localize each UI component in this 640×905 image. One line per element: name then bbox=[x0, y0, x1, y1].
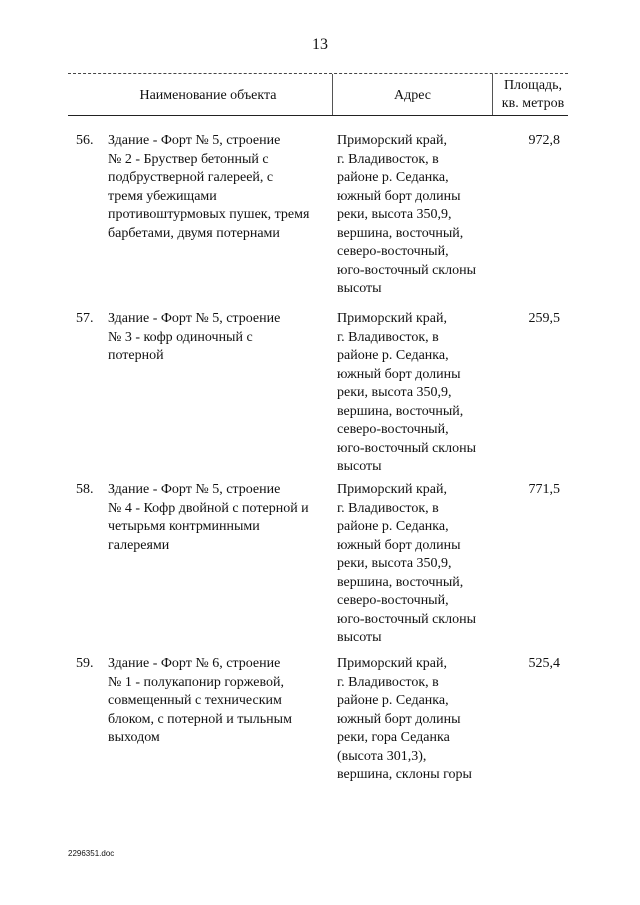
header-address: Адрес bbox=[393, 88, 431, 103]
object-address-line: южный борт долины bbox=[337, 711, 461, 727]
object-address-line: северо-восточный, bbox=[337, 593, 449, 608]
object-address-line: Приморский край, bbox=[337, 656, 447, 671]
object-name-line: № 3 - кофр одиночный с bbox=[108, 329, 253, 345]
row-number: 59. bbox=[76, 656, 94, 671]
object-address-line: северо-восточный, bbox=[337, 422, 449, 437]
object-address-line: Приморский край, bbox=[337, 482, 447, 497]
object-name-line: Здание - Форт № 6, строение bbox=[108, 656, 281, 671]
object-name-line: блоком, с потерной и тыльным bbox=[108, 711, 292, 727]
object-address-line: г. Владивосток, в bbox=[337, 151, 439, 167]
object-address-line: южный борт долины bbox=[337, 537, 461, 553]
object-address-line: г. Владивосток, в bbox=[337, 500, 439, 516]
object-address bbox=[337, 310, 492, 477]
object-area: 259,5 bbox=[528, 311, 560, 326]
object-address-line: Приморский край, bbox=[337, 311, 447, 326]
row-number: 58. bbox=[76, 482, 94, 497]
object-name bbox=[108, 310, 328, 366]
object-address-line: районе р. Седанка, bbox=[337, 348, 449, 363]
object-name bbox=[108, 655, 328, 748]
object-address-line: вершина, восточный, bbox=[337, 574, 464, 590]
object-address bbox=[337, 132, 492, 299]
object-address-line: реки, высота 350,9, bbox=[337, 385, 452, 400]
object-address-line: вершина, склоны горы bbox=[337, 767, 472, 782]
object-area: 972,8 bbox=[528, 133, 560, 148]
object-name-line: тремя убежищами bbox=[108, 188, 217, 204]
object-address-line: районе р. Седанка, bbox=[337, 519, 449, 534]
object-name-line: № 2 - Бруствер бетонный с bbox=[108, 151, 269, 167]
object-address-line: высоты bbox=[337, 281, 382, 296]
object-address-line: юго-восточный склоны bbox=[337, 440, 476, 456]
object-name-line: барбетами, двумя потернами bbox=[108, 225, 280, 241]
object-address-line: южный борт долины bbox=[337, 366, 461, 382]
object-name-line: четырьмя контрминными bbox=[108, 519, 260, 534]
object-address bbox=[337, 655, 492, 785]
object-name-line: № 4 - Кофр двойной с потерной и bbox=[108, 500, 309, 516]
object-name-line: Здание - Форт № 5, строение bbox=[108, 311, 281, 326]
object-address-line: южный борт долины bbox=[337, 188, 461, 204]
object-name-line: Здание - Форт № 5, строение bbox=[108, 482, 281, 497]
object-name-line: № 1 - полукапонир горжевой, bbox=[108, 674, 285, 690]
object-address-line: вершина, восточный, bbox=[337, 403, 464, 419]
object-address-line: юго-восточный склоны bbox=[337, 611, 476, 627]
object-name-line: Здание - Форт № 5, строение bbox=[108, 133, 281, 148]
object-address-line: реки, гора Седанка bbox=[337, 730, 450, 745]
object-name-line: галереями bbox=[108, 537, 170, 553]
table-header-rule bbox=[68, 115, 568, 116]
object-address-line: реки, высота 350,9, bbox=[337, 556, 452, 571]
object-address-line: высоты bbox=[337, 459, 382, 474]
object-address-line: районе р. Седанка, bbox=[337, 693, 449, 708]
object-address-line: реки, высота 350,9, bbox=[337, 207, 452, 222]
header-area bbox=[493, 77, 573, 113]
object-address-line: вершина, восточный, bbox=[337, 225, 464, 241]
object-area: 525,4 bbox=[528, 656, 560, 671]
header-name: Наименование объекта bbox=[139, 88, 277, 103]
footer-filename: 2296351.doc bbox=[68, 849, 115, 858]
object-name bbox=[108, 132, 328, 243]
row-number: 56. bbox=[76, 133, 94, 148]
object-address-line: г. Владивосток, в bbox=[337, 329, 439, 345]
object-name-line: подбрустверной галереей, с bbox=[108, 170, 274, 185]
header-area-line1: Площадь, bbox=[503, 78, 563, 93]
object-address-line: северо-восточный, bbox=[337, 244, 449, 259]
row-number: 57. bbox=[76, 311, 94, 326]
object-name-line: потерной bbox=[108, 348, 164, 363]
object-area: 771,5 bbox=[528, 482, 560, 497]
header-area-line2: кв. метров bbox=[501, 96, 565, 111]
object-name-line: выходом bbox=[108, 730, 160, 745]
page-number: 13 bbox=[312, 36, 328, 53]
object-name-line: противоштурмовых пушек, тремя bbox=[108, 207, 310, 222]
object-name-line: совмещенный с техническим bbox=[108, 693, 282, 708]
object-address bbox=[337, 481, 492, 648]
table-top-rule bbox=[68, 73, 568, 74]
object-address-line: Приморский край, bbox=[337, 133, 447, 148]
object-address-line: (высота 301,3), bbox=[337, 748, 427, 764]
object-name bbox=[108, 481, 328, 555]
object-address-line: г. Владивосток, в bbox=[337, 674, 439, 690]
object-address-line: высоты bbox=[337, 630, 382, 645]
object-address-line: юго-восточный склоны bbox=[337, 262, 476, 278]
object-address-line: районе р. Седанка, bbox=[337, 170, 449, 185]
